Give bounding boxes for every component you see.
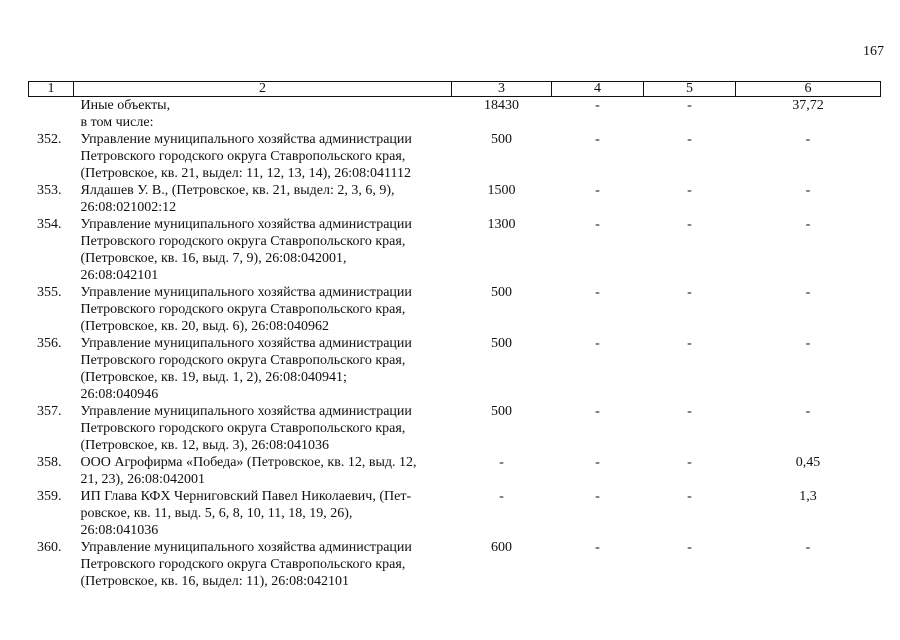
row-description: Управление муниципального хозяйства администрации Петровского городского округа Ставропольского края, (Петровское, кв. 21, выдел: 11, 12, 13, 14), 26:08:041112	[80, 132, 412, 181]
row-value-col3: 1500	[487, 183, 516, 198]
row-number	[29, 97, 74, 132]
table-row	[29, 403, 881, 454]
row-value-col3: -	[499, 489, 504, 504]
column-header-3: 3	[452, 82, 552, 97]
row-value-col4: -	[595, 183, 600, 198]
row-value-col3: 500	[491, 404, 512, 419]
row-value-col6: -	[805, 540, 811, 555]
row-value-col6: -	[805, 336, 811, 351]
row-description: Управление муниципального хозяйства администрации Петровского городского округа Ставропольского края, (Петровское, кв. 19, выд. 1, 2), 26:08:040941; 26:08:040946	[80, 336, 412, 402]
row-description: Управление муниципального хозяйства администрации Петровского городского округа Ставропольского края, (Петровское, кв. 12, выд. 3), 26:08:041036	[80, 404, 412, 453]
column-header-1: 1	[29, 82, 74, 97]
table-row	[29, 97, 881, 132]
row-value-col4: -	[595, 336, 600, 351]
row-value-col4: -	[595, 540, 600, 555]
row-description: Управление муниципального хозяйства администрации Петровского городского округа Ставропольского края, (Петровское, кв. 16, выд. 7, 9), 26:08:042001, 26:08:042101	[80, 217, 412, 283]
row-value-col4: -	[595, 132, 600, 147]
row-number: 357.	[37, 404, 62, 419]
page-number: 167	[863, 44, 884, 59]
column-number-header	[29, 82, 881, 97]
row-value-col6: 1,3	[799, 489, 817, 504]
row-value-col5: -	[687, 132, 692, 147]
row-value-col4: -	[595, 404, 600, 419]
table-row	[29, 454, 881, 488]
row-value-col6: -	[805, 217, 811, 232]
table-row	[29, 335, 881, 403]
row-number: 353.	[37, 183, 62, 198]
row-value-col5: -	[687, 455, 692, 470]
row-value-col6: -	[805, 285, 811, 300]
row-number: 358.	[37, 455, 62, 470]
row-number: 354.	[37, 217, 62, 232]
row-value-col6: 37,72	[792, 98, 824, 113]
row-value-col3: 500	[491, 336, 512, 351]
row-value-col3: -	[499, 455, 504, 470]
row-value-col4: -	[595, 455, 600, 470]
row-value-col6: -	[805, 404, 811, 419]
table-row	[29, 488, 881, 539]
row-value-col4: -	[595, 217, 600, 232]
row-value-col3: 1300	[487, 217, 516, 232]
row-value-col5: -	[687, 98, 692, 113]
row-value-col5: -	[687, 183, 692, 198]
row-value-col6: -	[805, 132, 811, 147]
row-value-col3: 500	[491, 285, 512, 300]
row-value-col3: 500	[491, 132, 512, 147]
row-description: ООО Агрофирма «Победа» (Петровское, кв. 12, выд. 12, 21, 23), 26:08:042001	[80, 455, 417, 487]
land-register-table	[28, 81, 881, 590]
table-row	[29, 131, 881, 182]
row-number: 356.	[37, 336, 62, 351]
row-description: Управление муниципального хозяйства администрации Петровского городского округа Ставропольского края, (Петровское, кв. 20, выд. 6), 26:08:040962	[80, 285, 412, 334]
table-row	[29, 182, 881, 216]
row-value-col5: -	[687, 489, 692, 504]
row-value-col4: -	[595, 489, 600, 504]
row-description: ИП Глава КФХ Черниговский Павел Николаевич, (Пет- ровское, кв. 11, выд. 5, 6, 8, 10, 11, 18, 19, 26), 26:08:041036	[80, 489, 412, 538]
row-value-col4: -	[595, 98, 600, 113]
row-value-col5: -	[687, 217, 692, 232]
row-number: 352.	[37, 132, 62, 147]
row-number: 355.	[37, 285, 62, 300]
row-value-col6: 0,45	[795, 455, 821, 470]
row-number: 359.	[37, 489, 62, 504]
row-number: 360.	[37, 540, 62, 555]
table-row	[29, 216, 881, 284]
table-body	[29, 97, 881, 591]
row-value-col6: -	[805, 183, 811, 198]
column-header-5: 5	[644, 82, 736, 97]
table-row	[29, 284, 881, 335]
row-value-col5: -	[687, 336, 692, 351]
row-value-col4: -	[595, 285, 600, 300]
row-value-col5: -	[687, 285, 692, 300]
row-value-col5: -	[687, 404, 692, 419]
column-header-2: 2	[74, 82, 452, 97]
column-header-6: 6	[736, 82, 881, 97]
row-description: Управление муниципального хозяйства администрации Петровского городского округа Ставропольского края, (Петровское, кв. 16, выдел: 11), 26:08:042101	[80, 540, 412, 589]
table-row	[29, 539, 881, 590]
column-header-4: 4	[552, 82, 644, 97]
row-description: Иные объекты, в том числе:	[80, 98, 171, 130]
row-description: Ялдашев У. В., (Петровское, кв. 21, выдел: 2, 3, 6, 9), 26:08:021002:12	[80, 183, 395, 215]
row-value-col3: 18430	[484, 98, 519, 113]
row-value-col3: 600	[491, 540, 512, 555]
row-value-col5: -	[687, 540, 692, 555]
